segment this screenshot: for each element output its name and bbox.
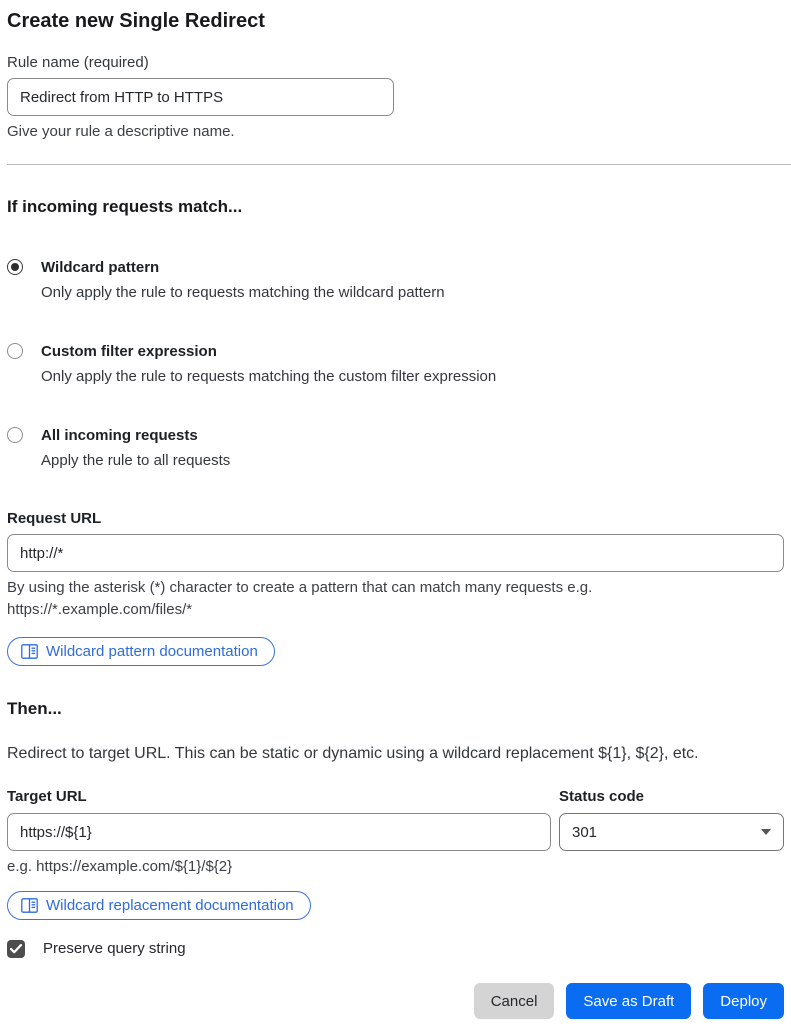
- target-url-helper: e.g. https://example.com/${1}/${2}: [7, 858, 233, 875]
- target-and-status-row: [7, 787, 784, 877]
- request-url-helper-line1: By using the asterisk (*) character to create a pattern that can match many requests e.g.: [7, 579, 593, 596]
- rule-name-helper: Give your rule a descriptive name.: [7, 123, 235, 140]
- radio-all-requests[interactable]: [7, 427, 23, 443]
- status-code-select[interactable]: [559, 813, 784, 851]
- target-url-column: [7, 787, 551, 877]
- status-code-label: Status code: [559, 788, 645, 805]
- target-url-label: Target URL: [7, 788, 87, 805]
- radio-wildcard-pattern[interactable]: [7, 259, 23, 275]
- open-book-icon: [21, 644, 38, 659]
- form-actions: [7, 983, 784, 1019]
- cancel-button[interactable]: Cancel: [474, 983, 555, 1019]
- target-url-input[interactable]: [7, 813, 551, 851]
- preserve-query-label: Preserve query string: [43, 940, 186, 957]
- status-code-column: [559, 787, 784, 877]
- open-book-icon: [21, 898, 38, 913]
- match-section-heading: If incoming requests match...: [7, 197, 243, 216]
- doc-button-label: Wildcard pattern documentation: [46, 643, 258, 660]
- radio-texts: [41, 257, 445, 303]
- rule-name-input[interactable]: [7, 78, 394, 116]
- radio-option-all-requests: [7, 425, 784, 471]
- request-url-input[interactable]: [7, 534, 784, 572]
- then-description: Redirect to target URL. This can be static or dynamic using a wildcard replacement ${1}, ${2}, etc.: [7, 745, 699, 762]
- radio-label: Custom filter expression: [41, 343, 217, 360]
- radio-custom-filter[interactable]: [7, 343, 23, 359]
- preserve-query-row: [7, 939, 784, 959]
- wildcard-pattern-docs-button[interactable]: [7, 637, 275, 666]
- status-code-value: 301: [572, 823, 598, 841]
- section-divider: [7, 164, 791, 165]
- checkmark-icon: [10, 944, 22, 954]
- rule-name-label: Rule name (required): [7, 54, 149, 71]
- then-section-heading: Then...: [7, 699, 62, 718]
- radio-description: Only apply the rule to requests matching the wildcard pattern: [41, 284, 445, 301]
- radio-label: All incoming requests: [41, 427, 198, 444]
- radio-description: Only apply the rule to requests matching the custom filter expression: [41, 368, 497, 385]
- save-as-draft-button[interactable]: Save as Draft: [566, 983, 691, 1019]
- doc-button-label: Wildcard replacement documentation: [46, 897, 294, 914]
- wildcard-replacement-docs-button[interactable]: [7, 891, 311, 920]
- radio-texts: [41, 341, 496, 387]
- request-url-label: Request URL: [7, 510, 102, 527]
- preserve-query-checkbox[interactable]: [7, 940, 25, 958]
- radio-label: Wildcard pattern: [41, 259, 160, 276]
- radio-texts: [41, 425, 230, 471]
- radio-option-custom-filter: [7, 341, 784, 387]
- radio-option-wildcard-pattern: [7, 257, 784, 303]
- chevron-down-icon: [761, 829, 771, 835]
- deploy-button[interactable]: Deploy: [703, 983, 784, 1019]
- request-url-helper-line2: https://*.example.com/files/*: [7, 601, 193, 618]
- radio-description: Apply the rule to all requests: [41, 452, 231, 469]
- page-title: Create new Single Redirect: [7, 10, 265, 32]
